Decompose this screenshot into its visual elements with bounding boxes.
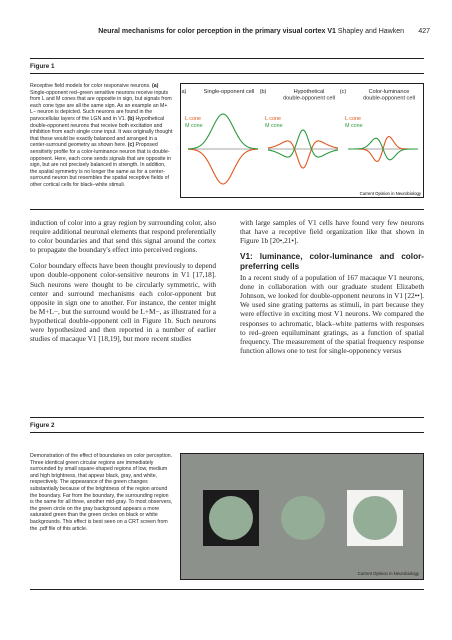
panel-title-2-0: Color-luminance xyxy=(368,89,410,95)
figure2-panel xyxy=(180,453,424,580)
legend-l-cone-1: L cone xyxy=(265,116,281,122)
l-cone-curve-1 xyxy=(268,141,338,168)
panel-tag-2: (c) xyxy=(339,89,347,95)
figure1-panel xyxy=(180,83,424,198)
figure1-top-rule xyxy=(30,58,424,59)
legend-m-cone-0: M cone xyxy=(185,123,203,129)
panel-title-1-1: double-opponent cell xyxy=(283,95,335,102)
panel-title-0-0: Single-opponent cell xyxy=(203,89,255,95)
panel-title-1-0: Hypothetical xyxy=(293,89,325,95)
legend-l-cone-0: L cone xyxy=(185,116,201,122)
figure2-credit: Current Opinion in Neurobiology xyxy=(357,571,419,576)
figure2-top-rule xyxy=(30,417,424,418)
left-column xyxy=(30,218,216,350)
panel-tag-0: (a) xyxy=(179,89,187,95)
m-cone-curve-2 xyxy=(348,138,418,160)
left-paragraph-2: Color boundary effects have been thought previously to depend upon double-opponent color-sensitive neurons in V1 [17,18]. Such neurons were thought to be circularly symmetric, with center and surround mechanisms each color-opponent but opposite in sign one to another. For instance, the center might be M+L−, but the surround would be L+M−, as illustrated for a hypothetical double-opponent cell in Figure 1b. Such neurons were hypothesized and then reported in a number of earlier studies of macaque V1 [18,19], but more recent studies xyxy=(30,261,216,344)
running-title: Neural mechanisms for color perception in the primary visual cortex V1 Shapley and Hawken xyxy=(98,28,404,35)
figure2-label: Figure 2 xyxy=(30,422,55,429)
figure1-label: Figure 1 xyxy=(30,63,55,70)
m-cone-curve-1 xyxy=(268,130,338,157)
panel-title-2-1: double-opponent cell xyxy=(363,95,415,102)
panel-tag-1: (b) xyxy=(259,89,267,95)
right-paragraph-1: with large samples of V1 cells have found very few neurons that have a receptive field organization like that shown in Figure 1b [20•,21•]. xyxy=(240,218,424,246)
legend-l-cone-2: L cone xyxy=(345,116,361,122)
figure1-credit: Current Opinion in Neurobiology xyxy=(359,191,421,196)
l-cone-curve-0 xyxy=(188,149,258,184)
legend-m-cone-1: M cone xyxy=(265,123,283,129)
figure1-label-rule xyxy=(30,73,424,74)
right-paragraph-2: In a recent study of a population of 167 macaque V1 neurons, done in collaboration with our graduate student Elizabeth Johnson, we looked for double-opponent neurons in V1 [22••]. We used sine grating patterns as stimuli, in part because they were effective in exciting most V1 neurons. We compared the responses to achromatic, black–white patterns with responses to red–green equiluminant gratings, as a function of spatial frequency. The measurement of the spatial frequency response function allows one to test for single-opponency versus xyxy=(240,273,424,355)
figure2-label-rule xyxy=(30,432,424,433)
legend-m-cone-2: M cone xyxy=(345,123,363,129)
figure1-caption: Receptive field models for color responsive neurons. (a) Single-opponent red–green sensitive neurons receive inputs from L and M cones that are opposite in sign, but signals from each cone type are all the same sign. As an example an M+ L− neuron is depicted. Such neurons are found in the parvocellular layers of the LGN and in V1. (b) Hypothetical double-opponent neurons that receive both excitation and inhibition from each single cone input. It was originally thought that these would be exactly balanced and arranged in a center-surround geometry as shown here. (c) Proposed sensitivity profile for a color-luminance neuron that is double-opponent. Here, each cone sends signals that are opposite in sign, but are not precisely balanced in strength. In addition, the spatial symmetry is no longer the same as for a center-surround neuron but resembles the spatial receptive fields of other cortical cells for black–white stimuli. xyxy=(30,83,173,188)
page-number: 427 xyxy=(418,28,430,35)
figure1-bottom-rule xyxy=(30,209,424,210)
left-paragraph-1: induction of color into a gray region by surrounding color, also require additional neuronal elements that respond preferentially to color boundaries and that send this signal around the cortex to propagate the boundary's effect into perceived regions. xyxy=(30,218,216,255)
green-circle-on-white xyxy=(353,496,397,540)
green-circle-on-black xyxy=(209,496,253,540)
right-column xyxy=(240,218,424,362)
figure2-bottom-rule xyxy=(30,589,424,590)
receptive-field-plots xyxy=(181,84,425,199)
running-header xyxy=(0,28,452,40)
figure2-caption: Demonstration of the effect of boundaries on color perception. Three identical green circular regions are immediately surrounded by small square-shaped regions of low, medium and high brightness, that appear black, gray, and white, respectively. The appearance of the green changes substantially because of the brightness of the region around the boundary. Far from the boundary, the surrounding region is the same for all three, another mid-gray. To most observers, the green circle on the gray background appears a more saturated green than the green circles on black or white backgrounds. This effect is best seen on a CRT screen from the .pdf file of this article. xyxy=(30,453,173,532)
green-circle-on-gray xyxy=(281,496,325,540)
section-heading: V1: luminance, color-luminance and color-preferring cells xyxy=(240,252,424,271)
